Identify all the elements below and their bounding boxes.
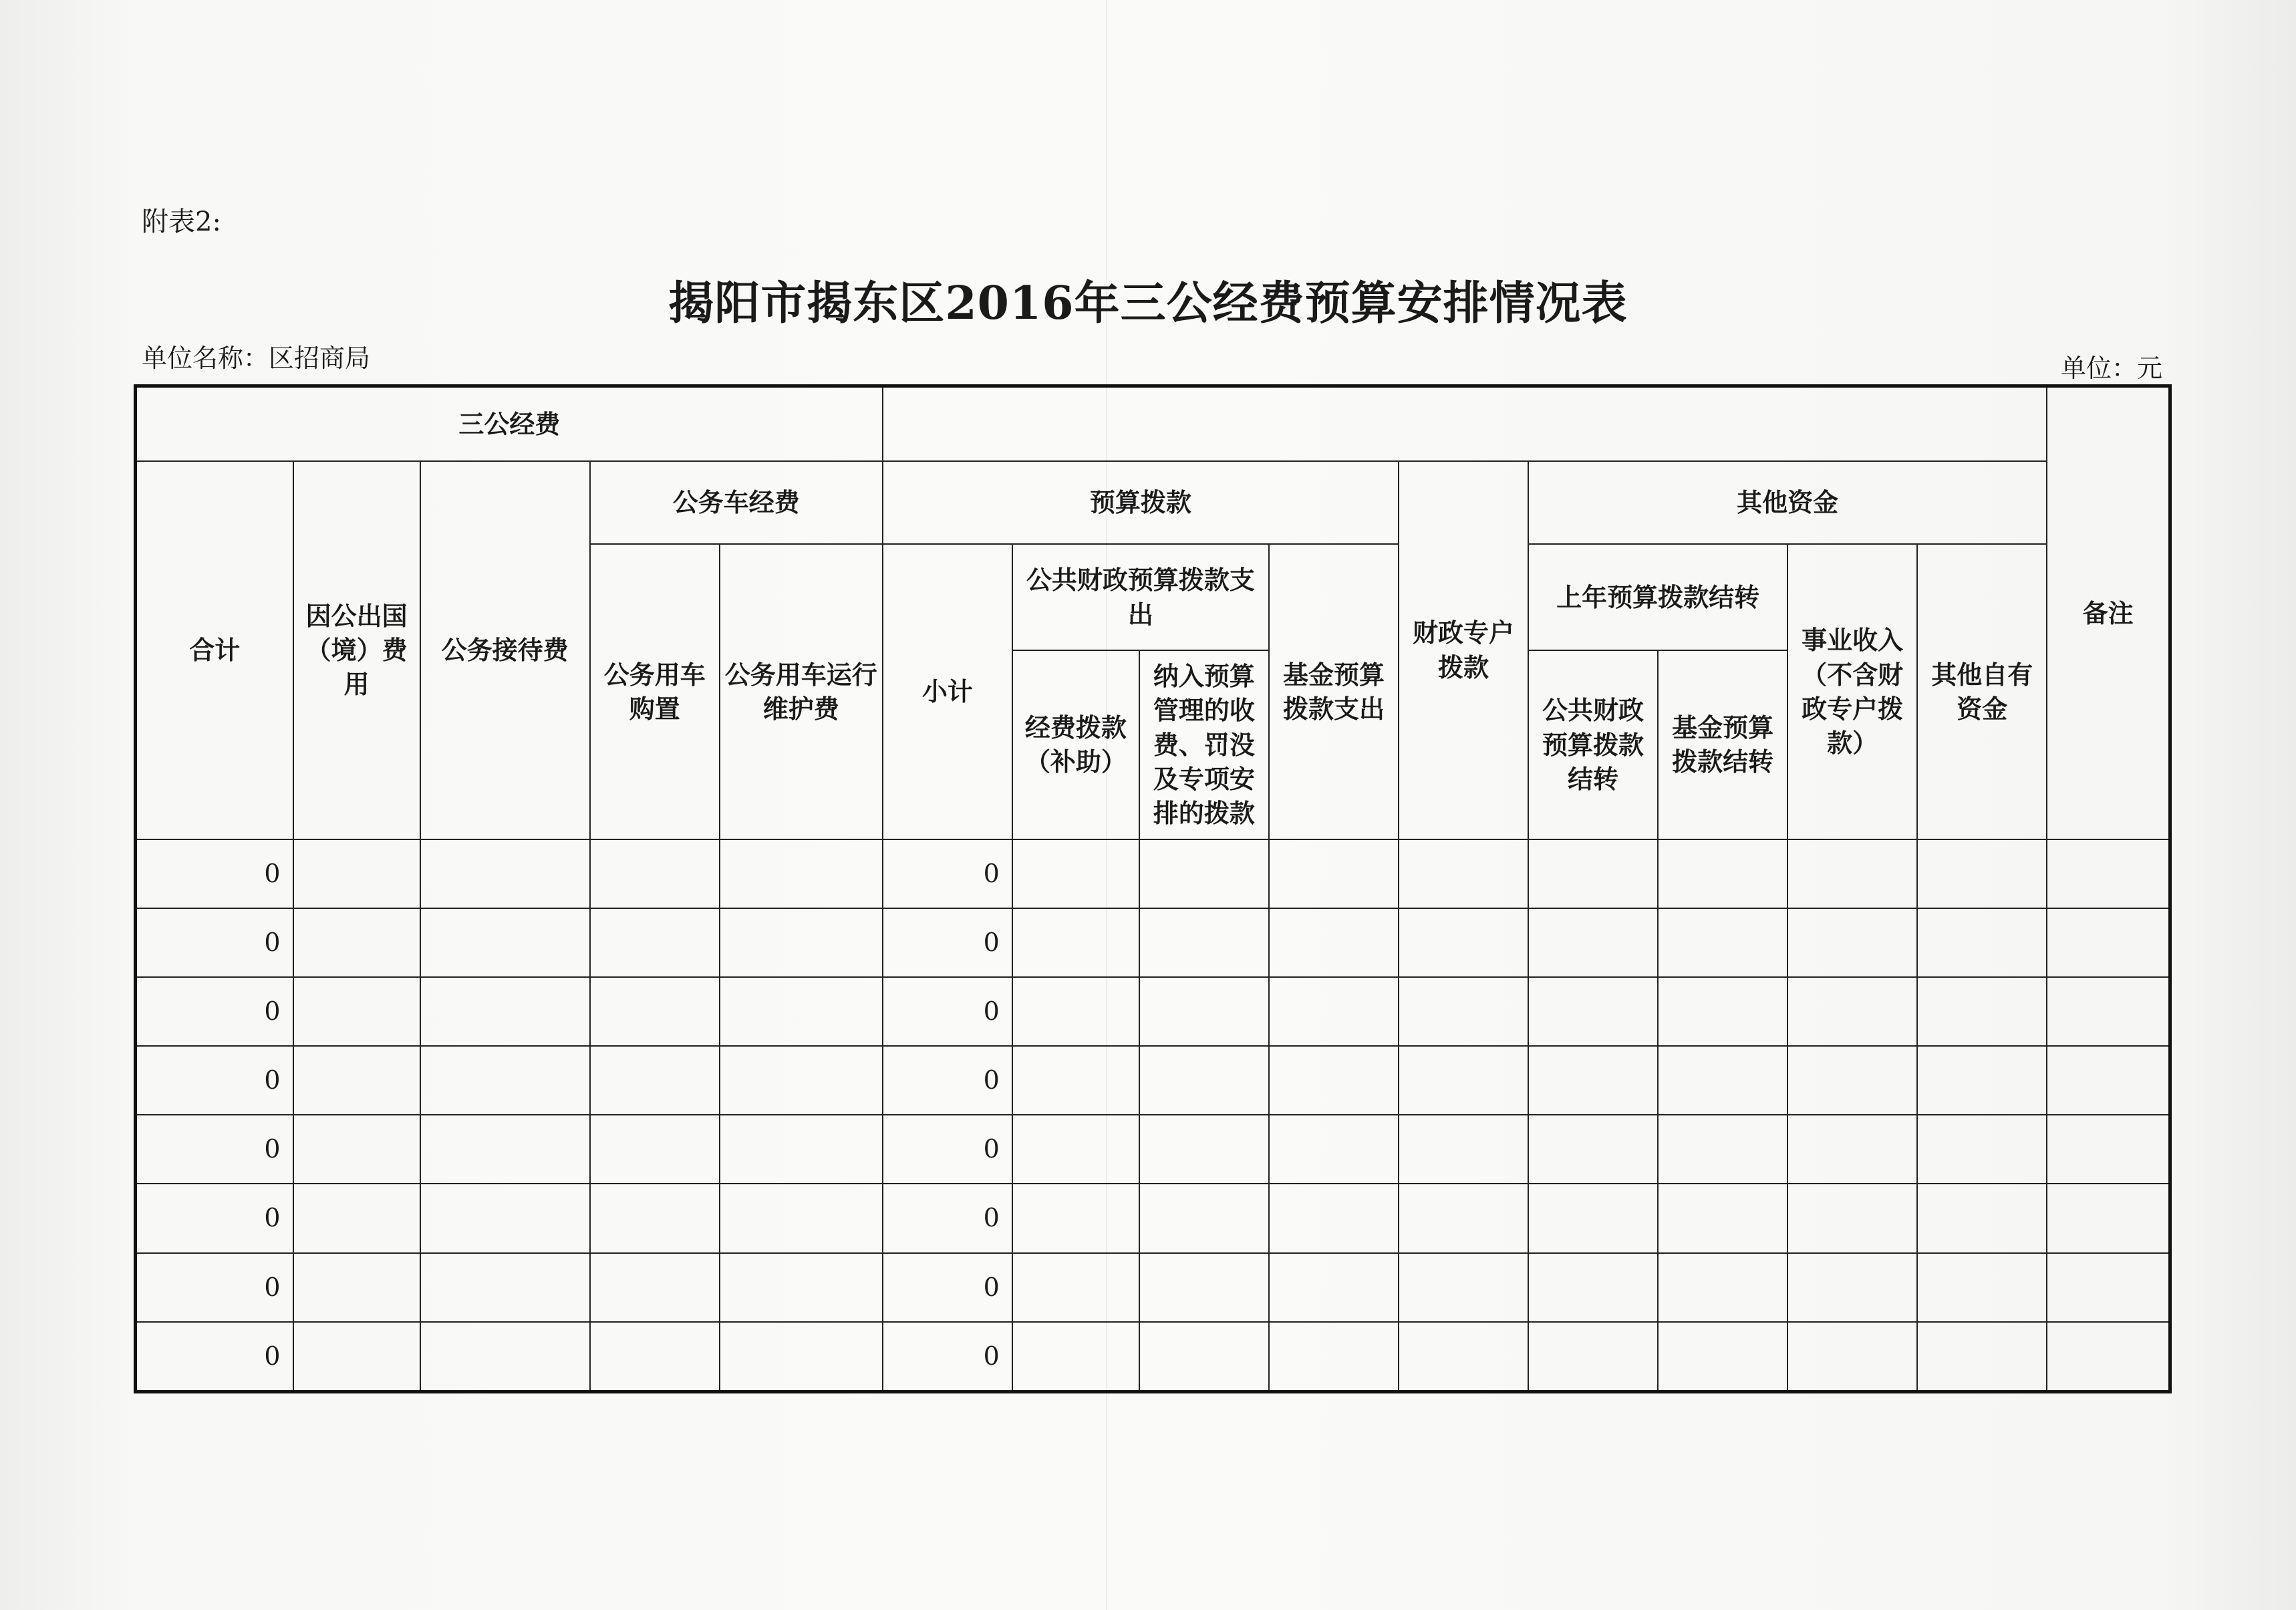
cell-xiaoji: 0 <box>883 908 1012 977</box>
attachment-label: 附表2: <box>142 207 221 237</box>
header-shangnian-jiezhuan: 上年预算拨款结转 <box>1528 544 1787 650</box>
header-sangong: 三公经费 <box>136 386 883 461</box>
header-jijin-yusuan-jiezhuan: 基金预算拨款结转 <box>1658 650 1787 839</box>
cell-heji: 0 <box>136 1046 293 1115</box>
header-blank-group <box>883 386 2047 461</box>
page-title: 揭阳市揭东区2016年三公经费预算安排情况表 <box>668 277 1628 330</box>
header-narui-yusuan: 纳入预算管理的收费、罚没及专项安排的拨款 <box>1139 650 1269 839</box>
cell-heji: 0 <box>136 1184 293 1252</box>
header-gonggong-caizheng-jiezhuan: 公共财政预算拨款结转 <box>1528 650 1658 839</box>
header-jingfei-bokuan: 经费拨款（补助） <box>1012 650 1139 839</box>
cell-heji: 0 <box>136 977 293 1046</box>
cell-xiaoji: 0 <box>883 977 1012 1046</box>
header-gongwu-yongche-gouzhi: 公务用车购置 <box>590 544 720 839</box>
header-gongwu-jiedai: 公务接待费 <box>420 461 590 839</box>
table-row <box>136 908 2170 977</box>
cell-heji: 0 <box>136 1253 293 1322</box>
table-row <box>136 1322 2170 1392</box>
table-row <box>136 977 2170 1046</box>
cell-xiaoji: 0 <box>883 1115 1012 1184</box>
cell-xiaoji: 0 <box>883 1322 1012 1392</box>
cell-heji: 0 <box>136 1322 293 1392</box>
header-qita-ziyou: 其他自有资金 <box>1917 544 2047 839</box>
budget-table <box>134 384 2172 1393</box>
cell-heji: 0 <box>136 839 293 908</box>
header-gonggong-caizheng-zhichu: 公共财政预算拨款支出 <box>1012 544 1269 650</box>
currency-unit-label: 单位：元 <box>2060 354 2162 383</box>
cell-xiaoji: 0 <box>883 839 1012 908</box>
header-gongwu-yongche-yunxing: 公务用车运行维护费 <box>720 544 883 839</box>
unit-name-label: 单位名称：区招商局 <box>142 344 371 373</box>
cell-heji: 0 <box>136 1115 293 1184</box>
table-row <box>136 1184 2170 1252</box>
header-gongwuche-jingfei: 公务车经费 <box>590 461 883 545</box>
table-row <box>136 1115 2170 1184</box>
header-qita-zijin: 其他资金 <box>1528 461 2047 545</box>
cell-heji: 0 <box>136 908 293 977</box>
header-shiye-shouru: 事业收入（不含财政专户拨款） <box>1787 544 1917 839</box>
header-heji: 合计 <box>136 461 293 839</box>
header-yusuan-bokuan: 预算拨款 <box>883 461 1399 545</box>
cell-xiaoji: 0 <box>883 1253 1012 1322</box>
header-yingong-chuguo: 因公出国（境）费用 <box>293 461 420 839</box>
header-caizheng-zhuanhu: 财政专户拨款 <box>1399 461 1528 839</box>
cell-xiaoji: 0 <box>883 1184 1012 1252</box>
header-xiaoji: 小计 <box>883 544 1012 839</box>
table-row <box>136 839 2170 908</box>
header-jijin-yusuan-zhichu: 基金预算拨款支出 <box>1269 544 1399 839</box>
table-row <box>136 1253 2170 1322</box>
cell-xiaoji: 0 <box>883 1046 1012 1115</box>
header-beizhu: 备注 <box>2047 386 2170 839</box>
table-row <box>136 1046 2170 1115</box>
